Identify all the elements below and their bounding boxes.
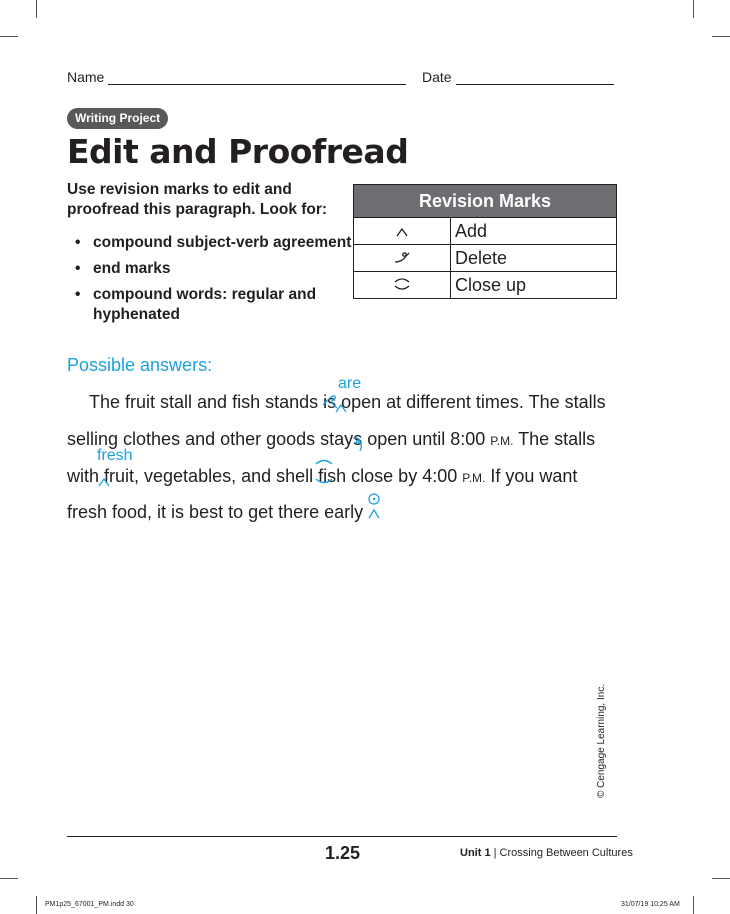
page-number: 1.25 [325,843,361,863]
text-segment: open until 8:00 [362,429,491,449]
date-slug: 31/07/19 10:25 AM [621,901,680,908]
mark-label: Close up [451,272,617,299]
revision-marks-table [353,184,617,299]
crop-mark [693,896,694,914]
crop-mark [712,36,730,37]
insert-caret-icon [98,477,110,487]
crop-mark [693,0,694,18]
text-segment: open at different times. The stalls [336,392,606,412]
inserted-word: are [338,375,362,392]
answers-label: Possible answers: [67,355,213,375]
time-abbrev: P.M. [490,434,514,448]
delete-loop-icon [393,250,411,264]
date-label: Date [422,69,452,85]
delete-mark-icon [351,434,365,454]
deleted-letter [353,428,362,450]
insert-caret-icon [335,403,347,413]
footer-rule [67,836,617,837]
writing-project-badge: Writing Project [67,108,168,129]
text-segment: with [67,466,105,486]
table-row [354,218,617,245]
list-item: • compound subject-verb agreement [75,233,355,253]
text-segment: is [323,392,337,412]
name-field[interactable] [108,84,406,85]
name-label: Name [67,69,105,85]
close-up-mark-icon [313,458,335,486]
crop-mark [0,878,18,879]
text-segment: s [353,429,363,449]
mark-label: Add [451,218,617,245]
paragraph-line-1 [89,391,606,413]
copyright-notice: © Cengage Learning, Inc. [596,683,607,798]
text-segment: fruit, vegetables, and shell fish close by 4:00 [104,466,463,486]
unit-label [460,847,633,859]
text-segment: fresh food, it is best to get there early [67,502,364,522]
instructions: Use revision marks to edit and proofread this paragraph. Look for: [67,181,328,218]
mark-label: Delete [451,245,617,272]
close-up-icon [393,277,411,291]
text-segment: The stalls [513,429,596,449]
list-item: • end marks [75,259,355,279]
crop-mark [36,896,37,914]
text-segment: The fruit stall and fish stands [89,392,324,412]
text-segment: selling clothes and other goods stay [67,429,354,449]
checklist [75,233,355,331]
crop-mark [36,0,37,18]
table-row [354,272,617,299]
caret-icon [395,227,409,237]
time-abbrev: P.M. [462,471,486,485]
inserted-word: fresh [97,447,133,464]
table-row [354,245,617,272]
list-item: • compound words: regular and hyphenated [75,285,355,325]
period-insert-mark-icon [366,492,382,520]
crop-mark [0,36,18,37]
paragraph-line-4 [67,501,363,523]
unit-title: | Crossing Between Cultures [490,847,633,859]
deleted-word [323,391,336,413]
page-title: Edit and Proofread [67,132,409,171]
crop-mark [712,878,730,879]
revision-marks-heading: Revision Marks [354,185,617,218]
unit-number: Unit 1 [460,847,491,859]
paragraph-line-2 [67,428,595,452]
text-segment: If you want [485,466,578,486]
date-field[interactable] [456,84,614,85]
file-slug: PM1p25_67001_PM.indd 30 [45,901,134,908]
